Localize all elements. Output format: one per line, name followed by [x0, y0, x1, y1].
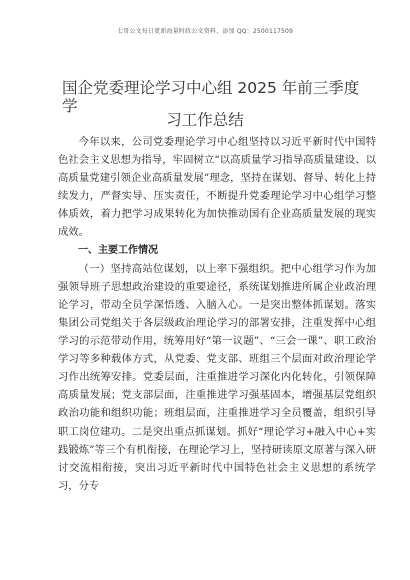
document-title-line-2: 学 — [62, 97, 78, 115]
section-heading-1: 一、主要工作情况 — [78, 244, 158, 256]
document-title-line-1: 国企党委理论学习中心组 2025 年前三季度 — [62, 79, 360, 97]
document-title-line-3: 习工作总结 — [166, 111, 244, 129]
intro-paragraph: 今年以来，公司党委理论学习中心组坚持以习近平新时代中国特色社会主义思想为指导，牢固树立“以高质量学习指导高质量建设、以高质量党建引领企业高质量发展”理念，坚持在谋划、督导、转化上持续发力，严督实导、压实责任，不断提升党委理论学习中心组学习整体质效，着力把学习成果转化为加快推动国有企业高质量发展的现实成效。 — [58, 136, 376, 239]
section-1-paragraph: （一）坚持高站位谋划，以上率下强组织。把中心组学习作为加强领导班子思想政治建设的重要途径，系统谋划推进所属企业政治理论学习，带动全员学深悟透、入脑入心。一是突出整体抓谋划。落实集团公司党组关于各层级政治理论学习的部署安排，注重发挥中心组学习的示范带动作用，统筹用好“第一议题”、“三会一课”、职工政治学习等多种载体方式，从党委、党支部、班组三个层面对政治理论学习作出统筹安排。党委层面，注重推进学习深化内化转化，引领保障高质量发展；党支部层面，注重推进学习强基固本，增强基层党组织政治功能和组织功能；班组层面，注重推进学习全员覆盖，组织引导职工岗位建功。二是突出重点抓谋划。抓好“理论学习+融入中心+实践锻炼”等三个有机衔接，在理论学习上，坚持研读原文原著与深入研讨交流相衔接，突出习近平新时代中国特色社会主义思想的系统学习，分专 — [58, 262, 376, 492]
document-body — [58, 133, 376, 495]
header-note: 七哥公文每日更新海量时政公文资料，添加 QQ：2500117509 — [116, 28, 294, 35]
